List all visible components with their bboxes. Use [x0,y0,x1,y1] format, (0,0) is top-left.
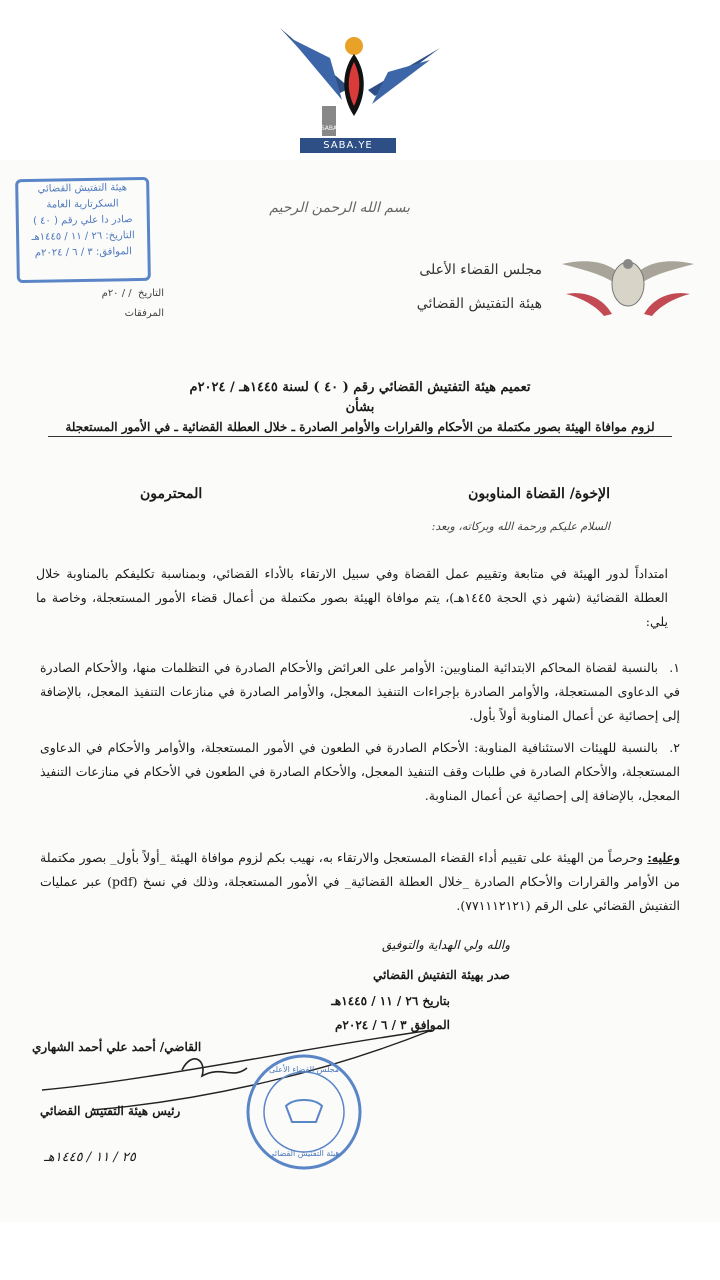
council-name: مجلس القضاء الأعلى [419,262,542,278]
intro-paragraph: امتداداً لدور الهيئة في متابعة وتقييم عمل القضاة وفي سبيل الارتقاء بالأداء القضائي، وبمناسبة تكليفكم بالمناوبة خلال العطلة القضائية (شهر ذي الحجة ١٤٤٥هـ)، يتم موافاة الهيئة بصور مكتملة من أعمال قضاء الأمور المستعجلة، وخاصة ما يلي: [36,566,668,629]
list-item: ٢.بالنسبة للهيئات الاستئنافية المناوبة: الأحكام الصادرة في الطعون في الأمور المستعجلة، والأوامر والأحكام في الدعاوى المستعجلة، والأحكام الصادرة في طلبات وقف التنفيذ المعجل، والأحكام الصادرة في الطعون في الأحكام في منازعات التنفيذ المعجل، بالإضافة إلى إحصائية عن أعمال المناوبة. [40,740,680,803]
issued-by: صدر بهيئة التفتيش القضائي [372,968,510,982]
stamp-line: التاريخ: ٢٦ / ١١ / ١٤٤٥هـ [31,230,135,243]
national-emblem-icon [558,250,698,320]
honorific: المحترمون [140,486,203,502]
stamp-line: صادر دا علي رقم ( ٤٠ ) [32,214,133,227]
authority-name: هيئة التفتيش القضائي [416,296,542,312]
signatory-name: القاضي/ أحمد علي أحمد الشهاري [32,1040,202,1054]
seal-ring-text: مجلس القضاء الأعلى [268,1065,340,1074]
outgoing-stamp [15,177,151,283]
official-seal-icon [244,1052,364,1172]
addressee: الإخوة/ القضاة المناوبون [468,486,610,502]
basmala: بسم الله الرحمن الرحيم [269,200,410,216]
issue-date-hijri: بتاريخ ٢٦ / ١١ / ١٤٤٥هـ [331,994,450,1008]
stamp-line: السكرتارية العامة [46,198,119,211]
handwritten-date: ٢٥ / ١١ / ١٤٤٥هـ [44,1150,136,1165]
closing-paragraph: وعليه: وحرصاً من الهيئة على تقييم أداء القضاء المستعجل والارتقاء به، نهيب بكم لزوم موافاة الهيئة _أولاً بأول_ بصور مكتملة من الأوامر والقرارات والأحكام الصادرة _خلال العطلة القضائية_ في الأمور المستعجلة، وذلك في نسخ (pdf) عبر عمليات التفتيش القضائي على الرقم (٧٧١١١٢١٢١). [40,850,680,913]
saba-brand-label: SABA.YE [300,138,396,153]
seal-inner-text: هيئة التفتيش القضائي [268,1149,340,1158]
circular-about: بشأن [345,400,375,415]
circular-title: تعميم هيئة التفتيش القضائي رقم ( ٤٠ ) لسنة ١٤٤٥هـ / ٢٠٢٤م [189,380,531,395]
greeting: السلام عليكم ورحمة الله وبركاته، وبعد: [431,520,610,533]
signatory-title: رئيس هيئة التفتيش القضائي [40,1104,181,1118]
issue-date-gregorian: الموافق ٣ / ٦ / ٢٠٢٤م [334,1018,450,1032]
attachments-field: المرفقات [124,308,164,319]
stamp-line: الموافق: ٣ / ٦ / ٢٠٢٤م [34,246,133,259]
saba-logo [270,18,450,154]
saba-small-label: SABA [320,125,338,132]
date-field: التاريخ / / ٢٠م [101,288,164,299]
stamp-line: هيئة التفتيش القضائي [37,182,128,195]
circular-subject: لزوم موافاة الهيئة بصور مكتملة من الأحكام والقرارات والأوامر الصادرة ـ خلال العطلة القضائية ـ في الأمور المستعجلة [48,420,672,437]
prayer-line: والله ولي الهداية والتوفيق [382,938,510,952]
list-item: ١.بالنسبة لقضاة المحاكم الابتدائية المناوبين: الأوامر على العرائض والأحكام الصادرة في التظلمات منها، والأحكام الصادرة في الدعاوى المستعجلة، والأوامر الصادرة بإجراءات التنفيذ المعجل، والأوامر الصادرة في منازعات التنفيذ المعجل، بالإضافة إلى إحصائية عن أعمال المناوبة أولاً بأول. [40,660,680,723]
